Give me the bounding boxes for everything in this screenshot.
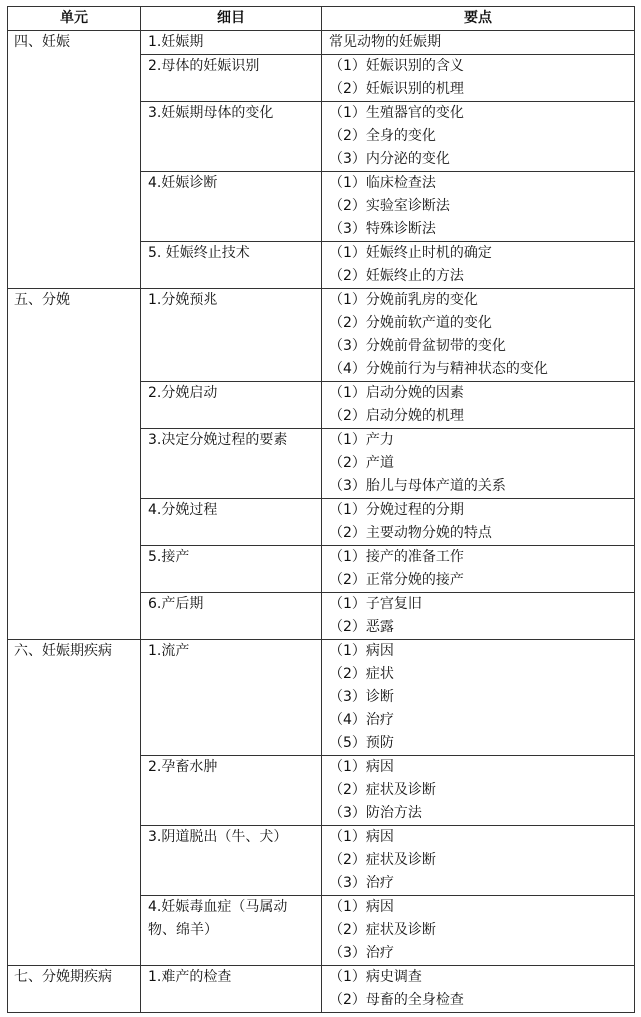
point-item: （3）治疗 — [329, 945, 394, 961]
point-item: （3）防治方法 — [329, 805, 422, 821]
point-item: （2）症状 — [329, 666, 394, 682]
detail-item: 4.分娩过程 — [141, 499, 322, 546]
point-item: （3）诊断 — [329, 689, 394, 705]
point-item: （2）母畜的全身检查 — [329, 992, 464, 1008]
detail-item: 5.接产 — [141, 546, 322, 593]
points-cell — [322, 546, 635, 593]
points-cell — [322, 429, 635, 499]
header-points: 要点 — [322, 7, 635, 31]
point-item: （1）生殖器官的变化 — [329, 105, 464, 121]
points-cell — [322, 593, 635, 640]
detail-item: 2.孕畜水肿 — [141, 756, 322, 826]
detail-item: 1.流产 — [141, 640, 322, 756]
point-item: （2）实验室诊断法 — [329, 198, 450, 214]
table-row — [8, 640, 635, 756]
point-item: （2）启动分娩的机理 — [329, 408, 464, 424]
point-item: （1）分娩前乳房的变化 — [329, 292, 478, 308]
detail-item: 1.难产的检查 — [141, 966, 322, 1013]
points-cell — [322, 289, 635, 382]
point-item: （1）病因 — [329, 899, 394, 915]
point-item: （2）恶露 — [329, 619, 394, 635]
points-cell — [322, 382, 635, 429]
points-cell — [322, 826, 635, 896]
point-item: （3）胎儿与母体产道的关系 — [329, 478, 506, 494]
point-item: （1）病因 — [329, 759, 394, 775]
point-item: （1）临床检查法 — [329, 175, 436, 191]
point-item: （1）病因 — [329, 829, 394, 845]
unit-name: 四、妊娠 — [8, 31, 141, 289]
table-row — [8, 31, 635, 55]
point-item: （2）产道 — [329, 455, 394, 471]
point-item: （4）治疗 — [329, 712, 394, 728]
point-item: 常见动物的妊娠期 — [329, 34, 441, 50]
detail-item: 3.决定分娩过程的要素 — [141, 429, 322, 499]
point-item: （3）内分泌的变化 — [329, 151, 450, 167]
point-item: （2）主要动物分娩的特点 — [329, 525, 492, 541]
detail-item: 5. 妊娠终止技术 — [141, 242, 322, 289]
header-unit: 单元 — [8, 7, 141, 31]
header-detail: 细目 — [141, 7, 322, 31]
points-cell — [322, 31, 635, 55]
detail-item: 4.妊娠毒血症（马属动物、绵羊） — [141, 896, 322, 966]
point-item: （1）启动分娩的因素 — [329, 385, 464, 401]
syllabus-table — [7, 6, 635, 1013]
point-item: （1）妊娠识别的含义 — [329, 58, 464, 74]
point-item: （1）分娩过程的分期 — [329, 502, 464, 518]
detail-item: 1.分娩预兆 — [141, 289, 322, 382]
point-item: （5）预防 — [329, 735, 394, 751]
detail-item: 3.阴道脱出（牛、犬） — [141, 826, 322, 896]
point-item: （2）正常分娩的接产 — [329, 572, 464, 588]
detail-item: 2.母体的妊娠识别 — [141, 55, 322, 102]
point-item: （3）治疗 — [329, 875, 394, 891]
point-item: （1）子宫复旧 — [329, 596, 422, 612]
point-item: （2）症状及诊断 — [329, 922, 436, 938]
points-cell — [322, 966, 635, 1013]
point-item: （1）病史调查 — [329, 969, 422, 985]
points-cell — [322, 102, 635, 172]
point-item: （2）妊娠终止的方法 — [329, 268, 464, 284]
points-cell — [322, 499, 635, 546]
unit-name: 七、分娩期疾病 — [8, 966, 141, 1013]
detail-item: 1.妊娠期 — [141, 31, 322, 55]
detail-item: 2.分娩启动 — [141, 382, 322, 429]
unit-name: 五、分娩 — [8, 289, 141, 640]
point-item: （1）妊娠终止时机的确定 — [329, 245, 492, 261]
detail-item: 4.妊娠诊断 — [141, 172, 322, 242]
point-item: （4）分娩前行为与精神状态的变化 — [329, 361, 548, 377]
point-item: （2）症状及诊断 — [329, 782, 436, 798]
detail-item: 6.产后期 — [141, 593, 322, 640]
table-header-row — [8, 7, 635, 31]
points-cell — [322, 55, 635, 102]
point-item: （2）全身的变化 — [329, 128, 436, 144]
point-item: （2）妊娠识别的机理 — [329, 81, 464, 97]
point-item: （1）病因 — [329, 643, 394, 659]
point-item: （3）特殊诊断法 — [329, 221, 436, 237]
point-item: （2）分娩前软产道的变化 — [329, 315, 492, 331]
point-item: （1）接产的准备工作 — [329, 549, 464, 565]
points-cell — [322, 896, 635, 966]
detail-item: 3.妊娠期母体的变化 — [141, 102, 322, 172]
points-cell — [322, 756, 635, 826]
points-cell — [322, 242, 635, 289]
point-item: （1）产力 — [329, 432, 394, 448]
unit-name: 六、妊娠期疾病 — [8, 640, 141, 966]
point-item: （2）症状及诊断 — [329, 852, 436, 868]
points-cell — [322, 172, 635, 242]
points-cell — [322, 640, 635, 756]
table-row — [8, 966, 635, 1013]
table-row — [8, 289, 635, 382]
point-item: （3）分娩前骨盆韧带的变化 — [329, 338, 506, 354]
table-body — [8, 31, 635, 1013]
